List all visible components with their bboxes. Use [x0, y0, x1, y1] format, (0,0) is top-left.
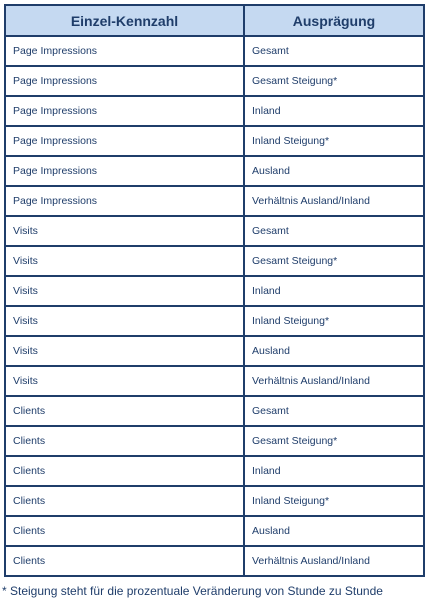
cell-auspraegung: Verhältnis Ausland/Inland [244, 186, 424, 216]
cell-kennzahl: Visits [5, 246, 244, 276]
cell-auspraegung: Inland [244, 276, 424, 306]
table-row [5, 96, 424, 126]
table-row [5, 216, 424, 246]
table-row [5, 66, 424, 96]
table-row [5, 186, 424, 216]
cell-kennzahl: Clients [5, 456, 244, 486]
cell-auspraegung: Ausland [244, 336, 424, 366]
cell-kennzahl: Visits [5, 336, 244, 366]
table-header [5, 5, 424, 36]
cell-kennzahl: Page Impressions [5, 126, 244, 156]
metrics-table [4, 4, 425, 577]
cell-kennzahl: Visits [5, 306, 244, 336]
column-header-einzel-kennzahl: Einzel-Kennzahl [5, 5, 244, 36]
cell-auspraegung: Gesamt Steigung* [244, 426, 424, 456]
cell-kennzahl: Page Impressions [5, 96, 244, 126]
cell-kennzahl: Page Impressions [5, 186, 244, 216]
cell-auspraegung: Verhältnis Ausland/Inland [244, 546, 424, 576]
cell-kennzahl: Visits [5, 216, 244, 246]
header-row [5, 5, 424, 36]
table-row [5, 276, 424, 306]
cell-auspraegung: Ausland [244, 516, 424, 546]
table-row [5, 246, 424, 276]
cell-auspraegung: Ausland [244, 156, 424, 186]
cell-kennzahl: Clients [5, 516, 244, 546]
table-row [5, 36, 424, 66]
table-row [5, 336, 424, 366]
cell-auspraegung: Inland [244, 456, 424, 486]
cell-kennzahl: Page Impressions [5, 66, 244, 96]
metrics-table-container [4, 4, 423, 577]
table-body [5, 36, 424, 576]
cell-auspraegung: Verhältnis Ausland/Inland [244, 366, 424, 396]
table-row [5, 366, 424, 396]
column-header-auspraegung: Ausprägung [244, 5, 424, 36]
cell-kennzahl: Clients [5, 546, 244, 576]
cell-auspraegung: Gesamt [244, 36, 424, 66]
cell-auspraegung: Gesamt [244, 396, 424, 426]
table-row [5, 306, 424, 336]
table-row [5, 486, 424, 516]
cell-kennzahl: Clients [5, 396, 244, 426]
cell-kennzahl: Page Impressions [5, 156, 244, 186]
cell-auspraegung: Gesamt Steigung* [244, 66, 424, 96]
cell-kennzahl: Page Impressions [5, 36, 244, 66]
cell-auspraegung: Gesamt Steigung* [244, 246, 424, 276]
cell-kennzahl: Visits [5, 276, 244, 306]
cell-auspraegung: Inland Steigung* [244, 126, 424, 156]
table-row [5, 396, 424, 426]
cell-auspraegung: Gesamt [244, 216, 424, 246]
table-row [5, 546, 424, 576]
table-row [5, 126, 424, 156]
cell-kennzahl: Visits [5, 366, 244, 396]
cell-auspraegung: Inland Steigung* [244, 486, 424, 516]
table-row [5, 456, 424, 486]
table-row [5, 156, 424, 186]
cell-auspraegung: Inland [244, 96, 424, 126]
table-row [5, 516, 424, 546]
footnote: * Steigung steht für die prozentuale Veränderung von Stunde zu Stunde [2, 584, 383, 598]
cell-auspraegung: Inland Steigung* [244, 306, 424, 336]
cell-kennzahl: Clients [5, 486, 244, 516]
cell-kennzahl: Clients [5, 426, 244, 456]
table-row [5, 426, 424, 456]
